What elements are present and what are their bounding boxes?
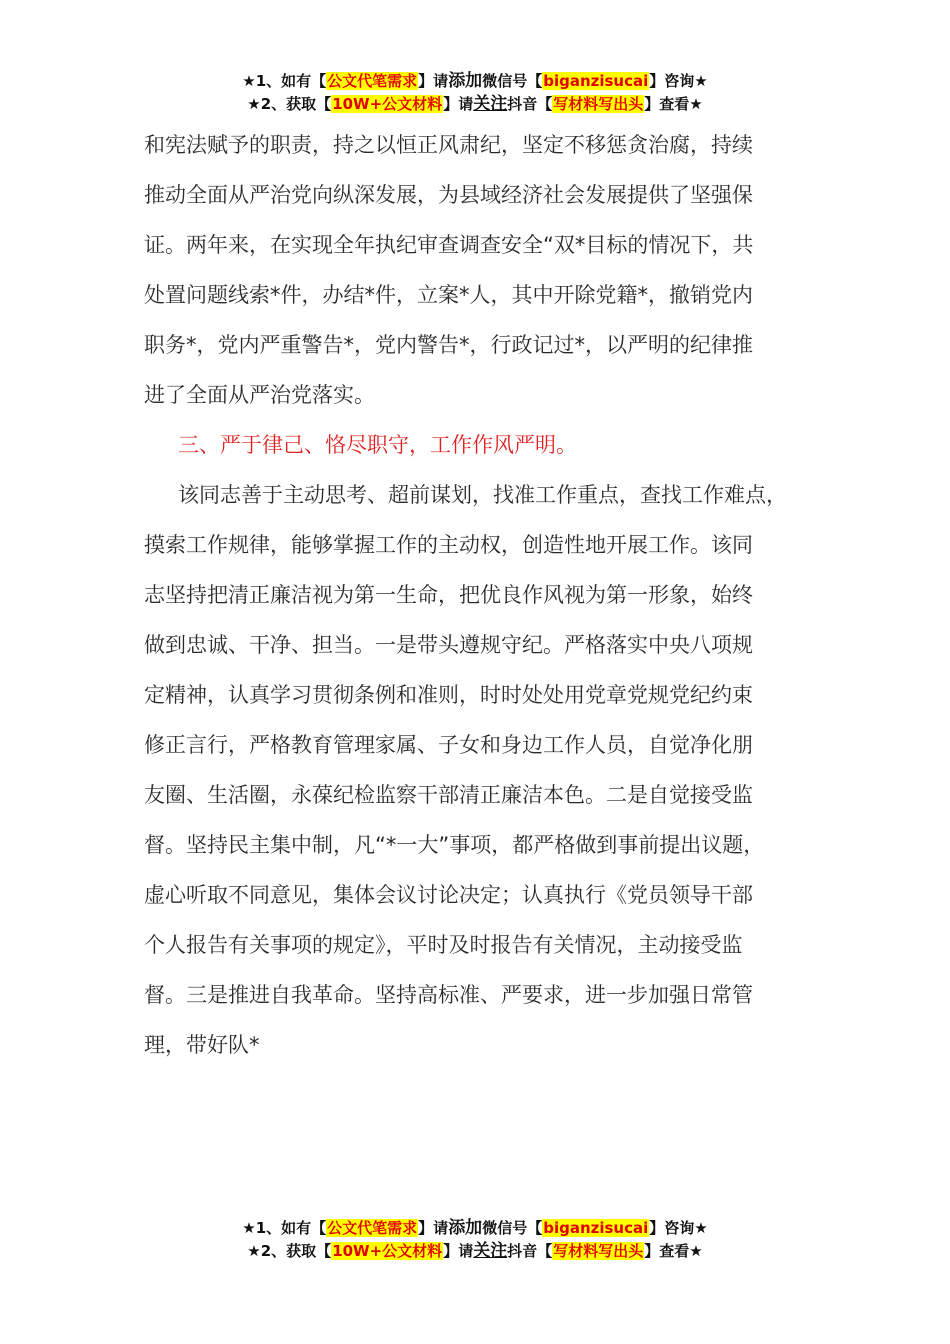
banner-highlight-materials: 10W+公文材料: [332, 95, 443, 113]
section-heading: 三、严于律己、恪尽职守，工作作风严明。: [178, 433, 577, 457]
banner-text: 】请: [443, 1242, 474, 1260]
banner-highlight-douyin: 写材料写出头: [553, 95, 644, 113]
paragraph-line: 督。坚持民主集中制，凡“*一大”事项，都严格做到事前提出议题，: [144, 833, 765, 857]
banner-emphasis: 关注: [473, 94, 508, 114]
banner-text: 】查看★: [644, 1242, 703, 1260]
document-body: [144, 120, 834, 1070]
footer-banner: [0, 1217, 950, 1263]
paragraph-line: 推动全面从严治党向纵深发展，为县域经济社会发展提供了坚强保: [144, 183, 753, 207]
header-banner: [0, 70, 950, 116]
paragraph-line: 志坚持把清正廉洁视为第一生命，把优良作风视为第一形象，始终: [144, 583, 753, 607]
banner-text: 微信号【: [482, 72, 543, 90]
banner-line-2: [0, 1240, 950, 1263]
banner-highlight-douyin: 写材料写出头: [553, 1242, 644, 1260]
banner-text: 微信号【: [482, 1219, 543, 1237]
paragraph-line: 理，带好队*: [144, 1033, 260, 1057]
paragraph-line: 摸索工作规律，能够掌握工作的主动权，创造性地开展工作。该同: [144, 533, 753, 557]
paragraph-line: 虚心听取不同意见，集体会议讨论决定；认真执行《党员领导干部: [144, 883, 753, 907]
paragraph-line: 证。两年来，在实现全年执纪审查调查安全“双*目标的情况下，共: [144, 233, 754, 257]
banner-text: 抖音【: [507, 95, 553, 113]
paragraph-line: 职务*，党内严重警告*，党内警告*，行政记过*，以严明的纪律推: [144, 333, 753, 357]
banner-emphasis: 添加: [448, 1218, 483, 1238]
banner-text: ★2、获取【: [247, 95, 332, 113]
banner-highlight-service: 公文代笔需求: [327, 1219, 418, 1237]
banner-text: 】咨询★: [649, 72, 708, 90]
banner-text: 抖音【: [507, 1242, 553, 1260]
paragraph-line: 和宪法赋予的职责，持之以恒正风肃纪，坚定不移惩贪治腐，持续: [144, 133, 753, 157]
banner-emphasis: 添加: [448, 71, 483, 91]
banner-text: ★1、如有【: [242, 1219, 327, 1237]
banner-line-2: [0, 93, 950, 116]
banner-text: 】请: [443, 95, 474, 113]
banner-highlight-materials: 10W+公文材料: [332, 1242, 443, 1260]
banner-text: 】咨询★: [649, 1219, 708, 1237]
banner-text: 】查看★: [644, 95, 703, 113]
banner-highlight-wechat: biganzisucai: [543, 72, 649, 90]
banner-line-1: [0, 1217, 950, 1240]
paragraph-line: 定精神，认真学习贯彻条例和准则，时时处处用党章党规党纪约束: [144, 683, 753, 707]
banner-text: 】请: [418, 72, 449, 90]
banner-emphasis: 关注: [473, 1241, 508, 1261]
paragraph-line: 做到忠诚、干净、担当。一是带头遵规守纪。严格落实中央八项规: [144, 633, 753, 657]
banner-text: ★1、如有【: [242, 72, 327, 90]
banner-text: ★2、获取【: [247, 1242, 332, 1260]
banner-highlight-wechat: biganzisucai: [543, 1219, 649, 1237]
banner-text: 】请: [418, 1219, 449, 1237]
banner-highlight-service: 公文代笔需求: [327, 72, 418, 90]
paragraph-line: 修正言行，严格教育管理家属、子女和身边工作人员，自觉净化朋: [144, 733, 753, 757]
paragraph-line: 个人报告有关事项的规定》，平时及时报告有关情况，主动接受监: [144, 933, 743, 957]
paragraph-line: 督。三是推进自我革命。坚持高标准、严要求，进一步加强日常管: [144, 983, 753, 1007]
paragraph-line: 处置问题线索*件，办结*件，立案*人，其中开除党籍*，撤销党内: [144, 283, 753, 307]
paragraph-line: 进了全面从严治党落实。: [144, 383, 375, 407]
paragraph-line: 友圈、生活圈，永葆纪检监察干部清正廉洁本色。二是自觉接受监: [144, 783, 753, 807]
paragraph-line: 该同志善于主动思考、超前谋划，找准工作重点，查找工作难点，: [178, 483, 787, 507]
banner-line-1: [0, 70, 950, 93]
